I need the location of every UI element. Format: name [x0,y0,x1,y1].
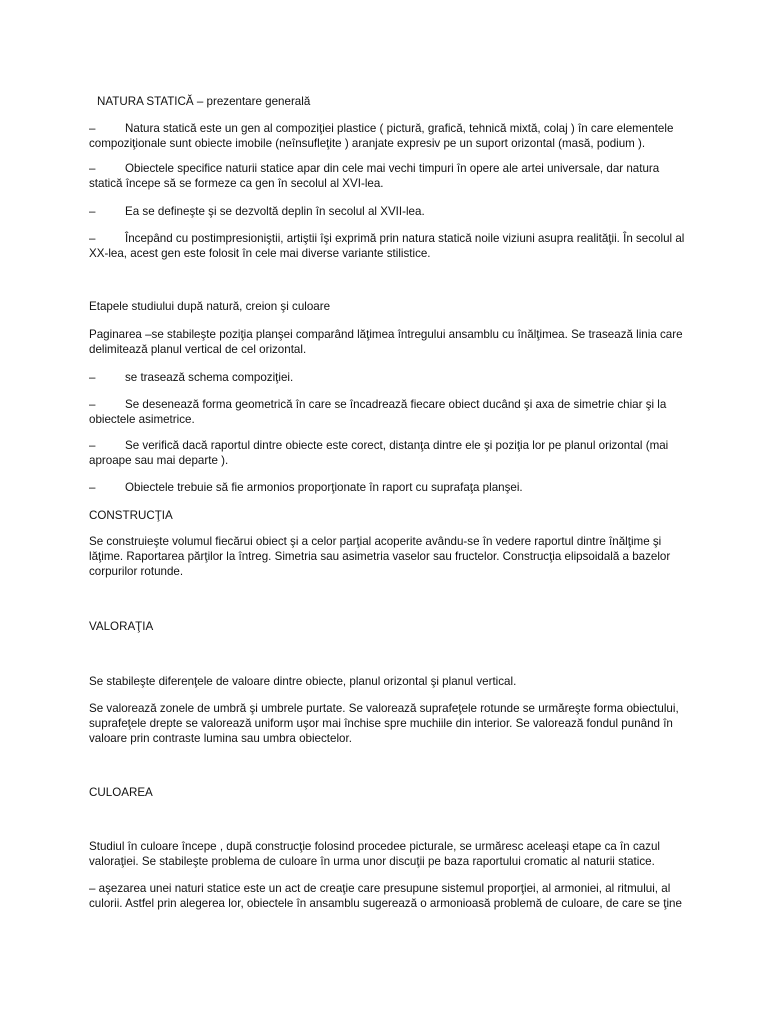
valoratia-paragraph-2: Se valorează zonele de umbră şi umbrele purtate. Se valorează suprafeţele rotunde se urmăreşte forma obiectului, suprafeţele drepte se valorează uniform uşor mai închise spre muchiile din interior. Se valorează fondul punând în valoare prin contraste lumina sau umbra obiectelor. [89,702,679,745]
etapele-item-text: Se verifică dacă raportul dintre obiecte este corect, distanţa dintre ele şi poziţia lor pe planul orizontal (mai aproape sau mai departe ). [89,439,669,467]
dash-marker: – [89,122,96,135]
intro-item-2 [89,161,685,191]
culoarea-paragraph-1: Studiul în culoare începe , după construcţie folosind procedee picturale, se urmăresc aceleaşi etape ca în cazul valoraţiei. Se stabileşte problema de culoare în urma unor discuţii pe baza raportului cromatic al naturii statice. [89,840,661,868]
etapele-item-1 [89,370,685,385]
etapele-item-text: Obiectele trebuie să fie armonios proporţionate în raport cu suprafaţa planşei. [125,481,523,494]
dash-marker: – [89,439,96,452]
dash-marker: – [89,232,96,245]
dash-marker: – [89,205,96,218]
etapele-item-3 [89,438,685,468]
paginarea-paragraph: Paginarea –se stabileşte poziţia planşei comparând lăţimea întregului ansamblu cu înălţimea. Se trasează linia care delimitează planul vertical de cel orizontal. [89,328,683,356]
etapele-item-text: Se desenează forma geometrică în care se încadrează fiecare obiect ducând şi axa de simetrie chiar şi la obiectele asimetrice. [89,398,667,426]
etapele-item-2 [89,397,685,427]
intro-item-3 [89,204,685,219]
dash-marker: – [89,371,96,384]
etapele-item-text: se trasează schema compoziţiei. [125,371,294,384]
culoarea-heading: CULOAREA [89,786,153,799]
dash-marker: – [89,162,96,175]
dash-marker: – [89,481,96,494]
intro-item-4 [89,231,685,261]
valoratia-paragraph-1: Se stabileşte diferenţele de valoare dintre obiecte, planul orizontal şi planul vertical. [89,675,517,688]
intro-item-1 [89,121,685,151]
intro-item-text: Ea se defineşte şi se dezvoltă deplin în secolul al XVII-lea. [125,205,425,218]
dash-marker: – [89,398,96,411]
document-title: NATURA STATICĂ – prezentare generală [97,95,311,108]
intro-item-text: Natura statică este un gen al compoziţiei plastice ( pictură, grafică, tehnică mixtă, colaj ) în care elementele compoziţionale sunt obiecte imobile (neînsufleţite ) aranjate expresiv pe un suport orizontal (masă, podium ). [89,122,674,150]
etapele-item-4 [89,480,685,495]
constructia-paragraph: Se construieşte volumul fiecărui obiect şi a celor parţial acoperite avându-se în vedere raportul dintre înălţime şi lăţime. Raportarea părţilor la întreg. Simetria sau asimetria vaselor sau fructelor. Construcţia elipsoidală a bazelor corpurilor rotunde. [89,535,671,578]
valoratia-heading: VALORAŢIA [89,620,154,633]
culoarea-paragraph-2: – aşezarea unei naturi statice este un act de creaţie care presupune sistemul proporţiei, al armoniei, al ritmului, al culorii. Astfel prin alegerea lor, obiectele în ansamblu sugerează o armonioasă problemă de culoare, de care se ţine [89,882,682,910]
intro-item-text: Obiectele specifice naturii statice apar din cele mai vechi timpuri în opere ale artei universale, dar natura statică începe să se formeze ca gen în secolul al XVI-lea. [89,162,660,190]
etapele-heading: Etapele studiului după natură, creion şi culoare [89,300,331,313]
constructia-heading: CONSTRUCŢIA [89,509,173,522]
intro-item-text: Începând cu postimpresioniştii, artiştii îşi exprimă prin natura statică noile viziuni asupra realităţii. În secolul al XX-lea, acest gen este folosit în cele mai diverse variante stilistice. [89,232,685,260]
